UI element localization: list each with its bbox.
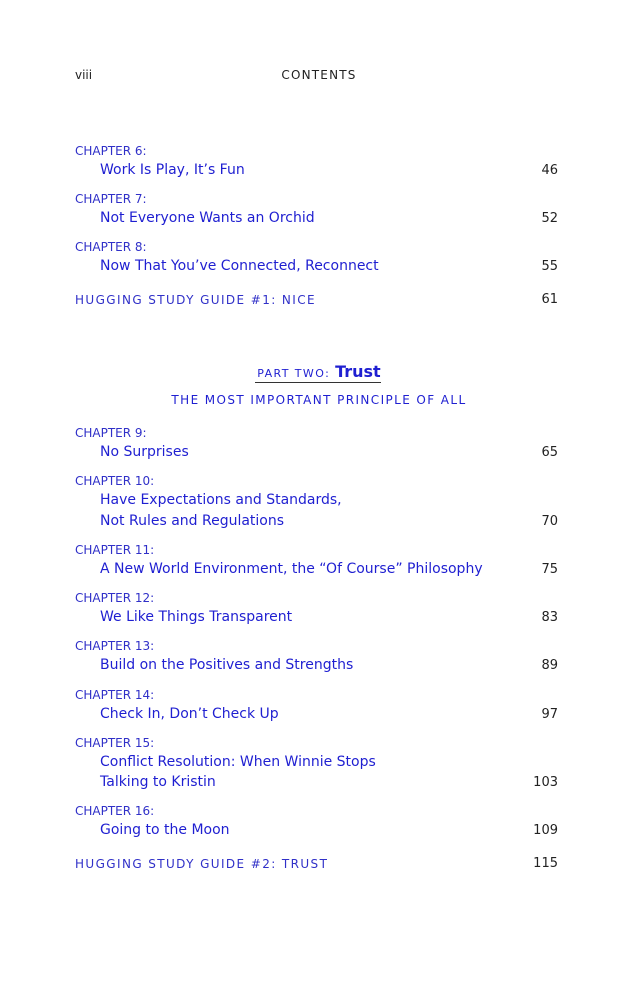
chapter-title-line1: Conflict Resolution: When Winnie Stops [100, 754, 376, 770]
study-guide-page: 115 [533, 856, 558, 871]
chapter-page: 75 [541, 562, 558, 577]
chapter-page: 55 [541, 259, 558, 274]
chapter-label: CHAPTER 8: [75, 240, 147, 254]
chapter-page: 89 [541, 658, 558, 673]
chapter-page: 109 [533, 823, 558, 838]
running-head: CONTENTS [281, 68, 357, 82]
chapter-label: CHAPTER 10: [75, 474, 155, 488]
chapter-page: 83 [541, 610, 558, 625]
chapter-title: Check In, Don’t Check Up [100, 706, 279, 722]
chapter-label: CHAPTER 9: [75, 426, 147, 440]
chapter-label: CHAPTER 11: [75, 543, 155, 557]
chapter-title: Going to the Moon [100, 822, 230, 838]
chapter-title: Not Everyone Wants an Orchid [100, 210, 315, 226]
page-number: viii [75, 68, 93, 82]
chapter-title-line2: Not Rules and Regulations [100, 513, 285, 529]
part-heading-rule [255, 382, 381, 383]
part-subtitle: THE MOST IMPORTANT PRINCIPLE OF ALL [171, 393, 467, 407]
chapter-title: No Surprises [100, 444, 189, 460]
chapter-title: We Like Things Transparent [100, 609, 293, 625]
chapter-label: CHAPTER 16: [75, 804, 155, 818]
chapter-page: 65 [541, 445, 558, 460]
chapter-page: 103 [533, 775, 558, 790]
chapter-page: 52 [541, 211, 558, 226]
chapter-page: 70 [541, 514, 558, 529]
chapter-title: Build on the Positives and Strengths [100, 657, 354, 673]
chapter-title-line2: Talking to Kristin [100, 774, 216, 790]
chapter-label: CHAPTER 14: [75, 688, 155, 702]
chapter-label: CHAPTER 7: [75, 192, 147, 206]
study-guide-title: HUGGING STUDY GUIDE #2: TRUST [75, 857, 329, 871]
chapter-label: CHAPTER 15: [75, 736, 155, 750]
chapter-title: Now That You’ve Connected, Reconnect [100, 258, 379, 274]
chapter-page: 46 [541, 163, 558, 178]
chapter-title-line1: Have Expectations and Standards, [100, 492, 342, 508]
part-heading [0, 362, 638, 381]
study-guide-title: HUGGING STUDY GUIDE #1: NICE [75, 293, 316, 307]
chapter-page: 97 [541, 707, 558, 722]
part-prefix: PART TWO: [257, 367, 331, 380]
chapter-label: CHAPTER 12: [75, 591, 155, 605]
chapter-label: CHAPTER 13: [75, 639, 155, 653]
chapter-title: A New World Environment, the “Of Course” Philosophy [100, 561, 483, 577]
chapter-title: Work Is Play, It’s Fun [100, 162, 245, 178]
part-name: Trust [335, 362, 381, 381]
study-guide-page: 61 [541, 292, 558, 307]
chapter-label: CHAPTER 6: [75, 144, 147, 158]
